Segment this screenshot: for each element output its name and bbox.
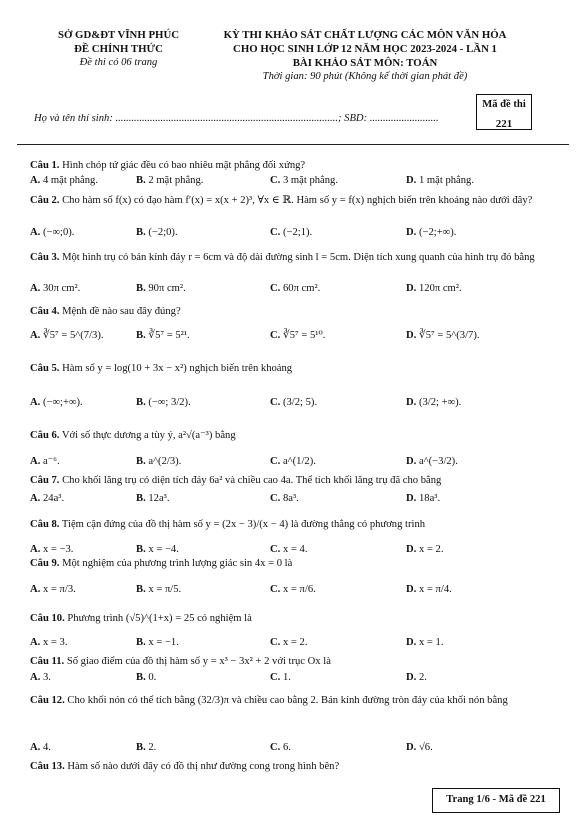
question-label: Câu 13.: [30, 761, 65, 772]
question-text: Tiệm cận đứng của đồ thị hàm số y = (2x − 3)/(x − 4) là đường thẳng có phương trình: [61, 519, 426, 530]
option-key: C.: [270, 283, 281, 294]
option-a: (−∞;+∞).: [42, 397, 83, 408]
option-a: x = 3.: [42, 637, 68, 648]
option-key: A.: [30, 584, 41, 595]
option-key: A.: [30, 637, 41, 648]
question-4: [30, 305, 558, 341]
question-label: Câu 1.: [30, 160, 60, 171]
option-key: A.: [30, 397, 41, 408]
exam-code-label: Mã đề thi: [482, 99, 526, 110]
question-13: [30, 760, 558, 774]
option-key: B.: [136, 742, 146, 753]
option-key: D.: [406, 544, 417, 555]
option-key: D.: [406, 637, 417, 648]
question-text: Số giao điểm của đồ thị hàm số y = x³ − 3x² + 2 với trục Ox là: [66, 656, 331, 667]
option-c: x = 4.: [282, 544, 308, 555]
question-text: Cho hàm số f(x) có đạo hàm f′(x) = x(x + 2)³, ∀x ∈ ℝ. Hàm số y = f(x) nghịch biến trên khoảng nào dưới đây?: [62, 195, 533, 206]
option-d: (3/2; +∞).: [418, 397, 462, 408]
question-9: [30, 557, 558, 595]
option-key: B.: [136, 397, 146, 408]
question-6: [30, 429, 558, 467]
question-text: Hình chóp tứ giác đều có bao nhiêu mặt phẳng đối xứng?: [62, 160, 306, 171]
option-b: 2.: [148, 742, 157, 753]
options: [30, 636, 558, 650]
option-b: ∛5⁷ = 5²¹.: [148, 330, 190, 341]
options: [30, 543, 558, 557]
option-key: C.: [270, 742, 281, 753]
option-a: a⁻⁶.: [42, 456, 60, 467]
question-label: Câu 3.: [30, 252, 60, 263]
question-label: Câu 2.: [30, 195, 60, 206]
exam-subject: BÀI KHẢO SÁT MÔN: TOÁN: [292, 57, 438, 69]
question-text: Phương trình (√5)^(1+x) = 25 có nghiệm là: [67, 613, 252, 624]
option-key: D.: [406, 330, 417, 341]
question-label: Câu 12.: [30, 695, 65, 706]
question-label: Câu 5.: [30, 363, 60, 374]
option-a: ∛5⁷ = 5^(7/3).: [42, 330, 104, 341]
option-c: 3 mặt phẳng.: [282, 175, 338, 186]
question-text: Một nghiệm của phương trình lượng giác sin 4x = 0 là: [62, 558, 293, 569]
option-c: a^(1/2).: [282, 456, 316, 467]
options: [30, 226, 558, 240]
option-key: B.: [136, 283, 146, 294]
option-key: B.: [136, 330, 146, 341]
option-key: A.: [30, 544, 41, 555]
question-label: Câu 11.: [30, 656, 65, 667]
options: [30, 583, 558, 597]
option-b: 12a³.: [148, 493, 170, 504]
option-c: 8a³.: [282, 493, 299, 504]
option-c: (−2;1).: [282, 227, 313, 238]
option-key: A.: [30, 330, 41, 341]
option-key: C.: [270, 330, 281, 341]
option-key: A.: [30, 493, 41, 504]
exam-code-box: [476, 94, 532, 130]
question-text: Cho khối nón có thể tích bằng (32/3)π và chiều cao bằng 2. Bán kính đường tròn đáy của khối nón bằng: [67, 695, 508, 706]
option-c: x = π/6.: [282, 584, 316, 595]
question-8: [30, 518, 558, 555]
options: [30, 282, 558, 296]
option-d: √6.: [418, 742, 433, 753]
header-divider: [17, 144, 569, 145]
option-key: A.: [30, 283, 41, 294]
option-b: x = −1.: [148, 637, 179, 648]
student-info-line: Họ và tên thí sinh: ....................................................................................; SBD: ..........................: [34, 113, 439, 124]
option-c: ∛5⁷ = 5¹⁰.: [282, 330, 326, 341]
option-key: C.: [270, 672, 281, 683]
option-a: (−∞;0).: [42, 227, 75, 238]
option-key: D.: [406, 227, 417, 238]
option-key: D.: [406, 175, 417, 186]
header-right: [200, 28, 530, 84]
option-key: A.: [30, 227, 41, 238]
page-count: Đề thi có 06 trang: [79, 57, 158, 68]
option-b: x = π/5.: [148, 584, 182, 595]
options: [30, 492, 558, 506]
option-key: C.: [270, 637, 281, 648]
option-d: ∛5⁷ = 5^(3/7).: [418, 330, 480, 341]
option-a: 30π cm².: [42, 283, 81, 294]
option-key: D.: [406, 493, 417, 504]
option-d: 120π cm².: [418, 283, 462, 294]
option-a: 4 mặt phẳng.: [42, 175, 98, 186]
question-text: Mệnh đề nào sau đây đúng?: [62, 306, 181, 317]
option-c: 6.: [282, 742, 291, 753]
option-a: 24a³.: [42, 493, 65, 504]
option-key: B.: [136, 637, 146, 648]
exam-time: Thời gian: 90 phút (Không kể thời gian phát đề): [262, 71, 468, 82]
option-d: x = 1.: [418, 637, 444, 648]
question-label: Câu 4.: [30, 306, 60, 317]
option-key: D.: [406, 672, 417, 683]
option-key: C.: [270, 397, 281, 408]
option-key: B.: [136, 584, 146, 595]
question-11: [30, 655, 558, 683]
option-d: x = 2.: [418, 544, 444, 555]
option-key: A.: [30, 742, 41, 753]
option-a: 4.: [42, 742, 51, 753]
exam-code: 221: [495, 118, 513, 130]
options: [30, 174, 558, 188]
option-key: C.: [270, 584, 281, 595]
option-key: A.: [30, 175, 41, 186]
option-key: C.: [270, 544, 281, 555]
question-label: Câu 10.: [30, 613, 65, 624]
question-label: Câu 9.: [30, 558, 60, 569]
option-key: D.: [406, 742, 417, 753]
option-key: D.: [406, 584, 417, 595]
exam-title-2: CHO HỌC SINH LỚP 12 NĂM HỌC 2023-2024 - LẦN 1: [233, 43, 497, 55]
question-label: Câu 8.: [30, 519, 60, 530]
option-key: B.: [136, 544, 146, 555]
option-d: 18a³.: [418, 493, 441, 504]
option-a: x = −3.: [42, 544, 74, 555]
options: [30, 329, 558, 343]
option-b: (−2;0).: [148, 227, 178, 238]
option-key: B.: [136, 175, 146, 186]
option-key: A.: [30, 672, 41, 683]
options: [30, 455, 558, 469]
options: [30, 396, 558, 410]
option-d: 1 mặt phẳng.: [418, 175, 474, 186]
options: [30, 671, 558, 685]
option-b: 0.: [148, 672, 157, 683]
question-12: [30, 694, 558, 753]
option-key: B.: [136, 456, 146, 467]
option-d: 2.: [418, 672, 427, 683]
option-key: C.: [270, 456, 281, 467]
option-b: 90π cm².: [148, 283, 186, 294]
option-key: B.: [136, 493, 146, 504]
question-label: Câu 7.: [30, 475, 60, 486]
option-a: x = π/3.: [42, 584, 76, 595]
option-a: 3.: [42, 672, 51, 683]
question-3: [30, 251, 558, 294]
question-text: Với số thực dương a tùy ý, a²√(a⁻³) bằng: [61, 430, 236, 441]
official-label: ĐỀ CHÍNH THỨC: [74, 43, 163, 55]
option-key: D.: [406, 397, 417, 408]
option-b: a^(2/3).: [148, 456, 182, 467]
option-d: x = π/4.: [418, 584, 452, 595]
header-left: [36, 28, 201, 70]
option-c: (3/2; 5).: [282, 397, 318, 408]
question-1: [30, 159, 558, 186]
option-c: x = 2.: [282, 637, 308, 648]
question-2: [30, 194, 558, 238]
question-5: [30, 362, 558, 408]
option-b: 2 mặt phẳng.: [148, 175, 204, 186]
department-name: SỞ GD&ĐT VĨNH PHÚC: [57, 29, 180, 41]
question-text: Một hình trụ có bán kính đáy r = 6cm và độ dài đường sinh l = 5cm. Diện tích xung quanh của hình trụ đó bằng: [62, 252, 535, 263]
options: [30, 741, 558, 755]
question-7: [30, 474, 558, 504]
question-text: Hàm số nào dưới đây có đồ thị như đường cong trong hình bên?: [67, 761, 340, 772]
question-text: Hàm số y = log(10 + 3x − x²) nghịch biến trên khoảng: [62, 363, 293, 374]
option-c: 60π cm².: [282, 283, 321, 294]
question-label: Câu 6.: [30, 430, 60, 441]
option-key: D.: [406, 456, 417, 467]
option-key: C.: [270, 175, 281, 186]
question-text: Cho khối lăng trụ có diện tích đáy 6a² và chiều cao 4a. Thể tích khối lăng trụ đã cho bằng: [62, 475, 442, 486]
option-key: B.: [136, 227, 146, 238]
option-key: D.: [406, 283, 417, 294]
option-d: a^(−3/2).: [418, 456, 458, 467]
question-10: [30, 612, 558, 648]
exam-title-1: KỲ THI KHẢO SÁT CHẤT LƯỢNG CÁC MÔN VĂN HÓA: [223, 29, 507, 41]
option-key: C.: [270, 227, 281, 238]
option-b: x = −4.: [148, 544, 179, 555]
option-key: B.: [136, 672, 146, 683]
option-key: A.: [30, 456, 41, 467]
option-b: (−∞; 3/2).: [148, 397, 191, 408]
option-d: (−2;+∞).: [418, 227, 457, 238]
option-key: C.: [270, 493, 281, 504]
option-c: 1.: [282, 672, 291, 683]
page-footer: Trang 1/6 - Mã đề 221: [432, 788, 560, 813]
